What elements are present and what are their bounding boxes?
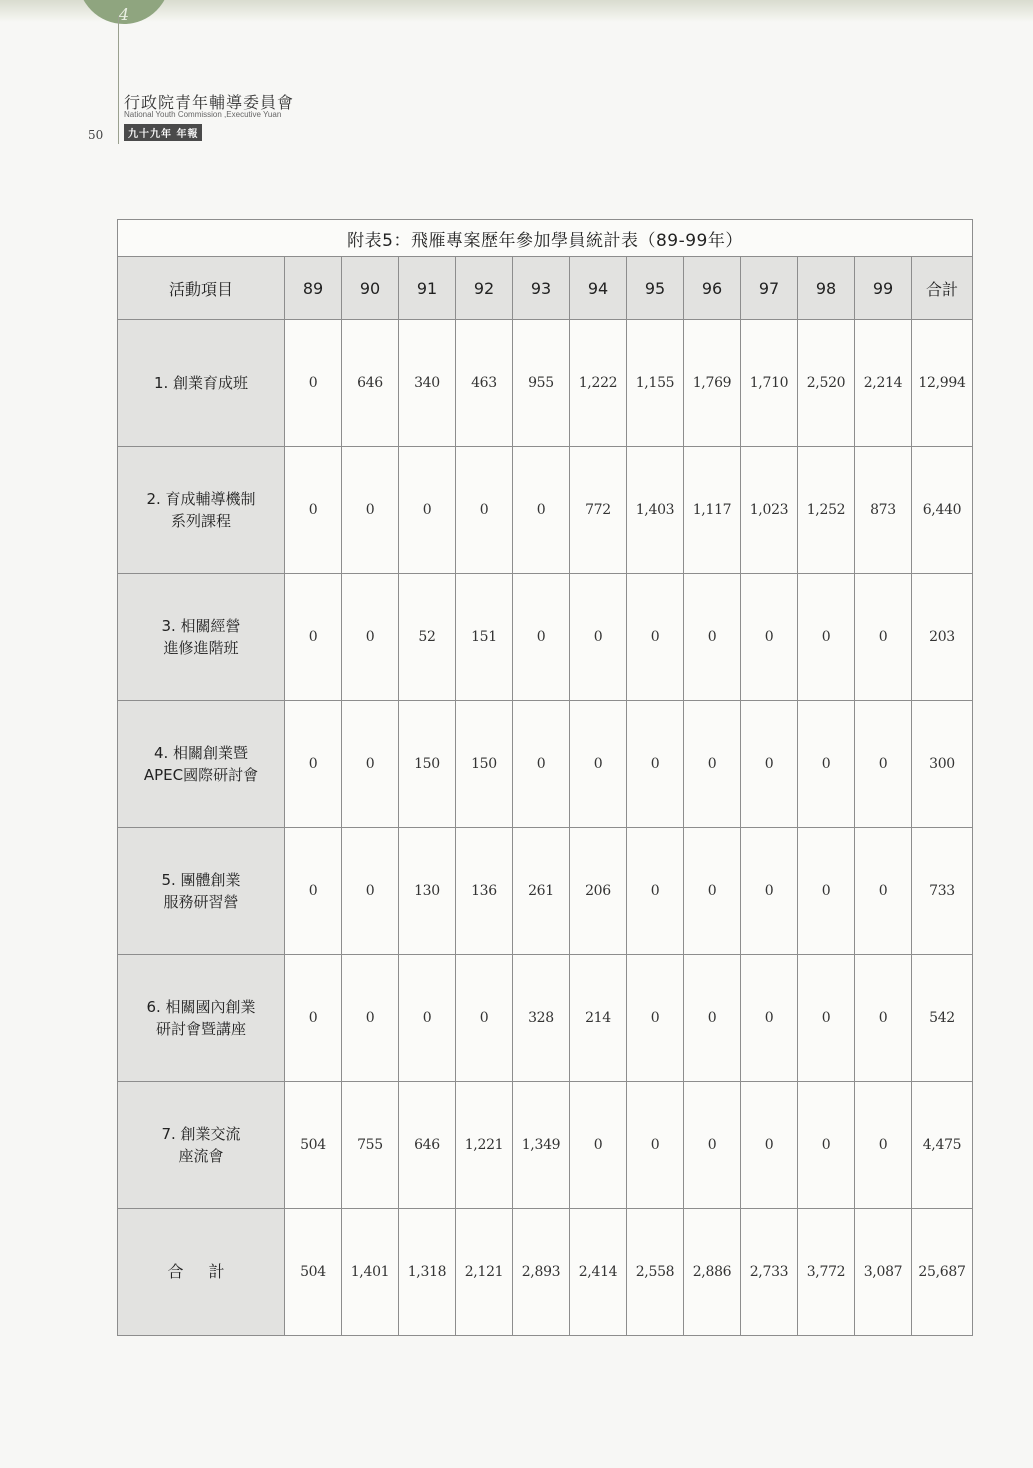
value-cell: 646	[399, 1082, 456, 1209]
header-divider	[118, 16, 119, 144]
row-label	[118, 447, 285, 574]
value-cell: 755	[342, 1082, 399, 1209]
row-label-line2: APEC國際研討會	[143, 766, 259, 784]
row-total-cell: 203	[912, 574, 973, 701]
total-value-cell: 2,733	[741, 1209, 798, 1336]
report-tag: 九十九年 年報	[124, 124, 202, 141]
value-cell: 463	[456, 320, 513, 447]
header-year: 97	[741, 257, 798, 320]
grand-total-cell: 25,687	[912, 1209, 973, 1336]
org-name-en: National Youth Commission ,Executive Yuan	[124, 110, 282, 119]
table-row	[118, 828, 973, 955]
row-label-line1: 2. 育成輔導機制	[146, 490, 256, 508]
value-cell: 0	[798, 1082, 855, 1209]
value-cell: 0	[741, 1082, 798, 1209]
value-cell: 0	[285, 701, 342, 828]
value-cell: 328	[513, 955, 570, 1082]
header-total: 合計	[912, 257, 973, 320]
value-cell: 0	[456, 955, 513, 1082]
statistics-table	[117, 219, 973, 1336]
row-label-line1: 1. 創業育成班	[153, 374, 249, 392]
value-cell: 2,520	[798, 320, 855, 447]
total-value-cell: 2,121	[456, 1209, 513, 1336]
value-cell: 0	[627, 701, 684, 828]
org-name: 行政院青年輔導委員會	[124, 93, 295, 112]
total-value-cell: 1,401	[342, 1209, 399, 1336]
value-cell: 0	[342, 701, 399, 828]
row-label	[118, 701, 285, 828]
row-label-line1: 3. 相關經營	[161, 617, 241, 635]
value-cell: 206	[570, 828, 627, 955]
value-cell: 130	[399, 828, 456, 955]
value-cell: 0	[285, 828, 342, 955]
value-cell: 150	[399, 701, 456, 828]
value-cell: 955	[513, 320, 570, 447]
row-label	[118, 320, 285, 447]
header-activity: 活動項目	[118, 257, 285, 320]
row-label-line2: 系列課程	[170, 512, 231, 530]
header-year: 91	[399, 257, 456, 320]
row-total-cell: 6,440	[912, 447, 973, 574]
value-cell: 0	[798, 574, 855, 701]
row-label	[118, 1082, 285, 1209]
header-year: 99	[855, 257, 912, 320]
page-number: 50	[88, 128, 104, 142]
value-cell: 0	[684, 701, 741, 828]
value-cell: 0	[855, 828, 912, 955]
value-cell: 214	[570, 955, 627, 1082]
value-cell: 0	[342, 447, 399, 574]
value-cell: 0	[798, 828, 855, 955]
value-cell: 1,710	[741, 320, 798, 447]
value-cell: 0	[513, 447, 570, 574]
total-value-cell: 2,414	[570, 1209, 627, 1336]
header-year: 95	[627, 257, 684, 320]
chapter-number: 4	[118, 5, 130, 24]
total-row	[118, 1209, 973, 1336]
value-cell: 0	[855, 574, 912, 701]
header-row	[118, 257, 973, 320]
row-total-cell: 12,994	[912, 320, 973, 447]
value-cell: 0	[855, 701, 912, 828]
row-label-line2: 座流會	[178, 1147, 224, 1165]
value-cell: 0	[342, 828, 399, 955]
value-cell: 772	[570, 447, 627, 574]
value-cell: 0	[285, 320, 342, 447]
header-year: 89	[285, 257, 342, 320]
row-label-line1: 7. 創業交流	[161, 1125, 241, 1143]
value-cell: 0	[399, 955, 456, 1082]
value-cell: 1,252	[798, 447, 855, 574]
value-cell: 0	[855, 955, 912, 1082]
value-cell: 0	[285, 955, 342, 1082]
value-cell: 0	[741, 701, 798, 828]
table-row	[118, 1082, 973, 1209]
row-label	[118, 828, 285, 955]
value-cell: 0	[627, 955, 684, 1082]
value-cell: 0	[342, 574, 399, 701]
value-cell: 0	[684, 574, 741, 701]
header-year: 96	[684, 257, 741, 320]
value-cell: 1,221	[456, 1082, 513, 1209]
header-year: 90	[342, 257, 399, 320]
total-value-cell: 2,886	[684, 1209, 741, 1336]
total-value-cell: 2,893	[513, 1209, 570, 1336]
row-total-cell: 4,475	[912, 1082, 973, 1209]
value-cell: 0	[741, 828, 798, 955]
value-cell: 1,769	[684, 320, 741, 447]
value-cell: 0	[513, 701, 570, 828]
value-cell: 0	[627, 574, 684, 701]
value-cell: 0	[798, 955, 855, 1082]
row-total-cell: 542	[912, 955, 973, 1082]
row-label-line1: 4. 相關創業暨	[153, 744, 249, 762]
value-cell: 1,222	[570, 320, 627, 447]
value-cell: 0	[570, 701, 627, 828]
value-cell: 646	[342, 320, 399, 447]
table-row	[118, 955, 973, 1082]
value-cell: 0	[285, 447, 342, 574]
value-cell: 340	[399, 320, 456, 447]
value-cell: 0	[342, 955, 399, 1082]
value-cell: 0	[570, 574, 627, 701]
value-cell: 873	[855, 447, 912, 574]
header-year: 92	[456, 257, 513, 320]
table-row	[118, 701, 973, 828]
value-cell: 0	[741, 955, 798, 1082]
header-year: 98	[798, 257, 855, 320]
table-row	[118, 574, 973, 701]
row-label	[118, 574, 285, 701]
value-cell: 504	[285, 1082, 342, 1209]
value-cell: 1,403	[627, 447, 684, 574]
total-value-cell: 1,318	[399, 1209, 456, 1336]
value-cell: 0	[570, 1082, 627, 1209]
value-cell: 0	[684, 1082, 741, 1209]
value-cell: 0	[684, 828, 741, 955]
table-row	[118, 447, 973, 574]
row-label-line1: 5. 團體創業	[161, 871, 241, 889]
value-cell: 0	[798, 701, 855, 828]
header-year: 94	[570, 257, 627, 320]
value-cell: 0	[399, 447, 456, 574]
value-cell: 0	[285, 574, 342, 701]
total-value-cell: 504	[285, 1209, 342, 1336]
value-cell: 151	[456, 574, 513, 701]
header-year: 93	[513, 257, 570, 320]
value-cell: 261	[513, 828, 570, 955]
value-cell: 1,117	[684, 447, 741, 574]
value-cell: 0	[627, 828, 684, 955]
value-cell: 1,155	[627, 320, 684, 447]
value-cell: 0	[627, 1082, 684, 1209]
row-label-line2: 服務研習營	[163, 893, 239, 911]
value-cell: 0	[855, 1082, 912, 1209]
row-label	[118, 955, 285, 1082]
value-cell: 52	[399, 574, 456, 701]
value-cell: 2,214	[855, 320, 912, 447]
value-cell: 136	[456, 828, 513, 955]
table-caption: 附表5：飛雁專案歷年參加學員統計表（89-99年）	[118, 220, 973, 257]
row-label-line2: 進修進階班	[163, 639, 239, 657]
total-label: 合 計	[118, 1209, 285, 1336]
value-cell: 0	[684, 955, 741, 1082]
total-value-cell: 3,087	[855, 1209, 912, 1336]
row-total-cell: 300	[912, 701, 973, 828]
total-value-cell: 2,558	[627, 1209, 684, 1336]
value-cell: 0	[513, 574, 570, 701]
value-cell: 150	[456, 701, 513, 828]
table-row	[118, 320, 973, 447]
value-cell: 1,023	[741, 447, 798, 574]
value-cell: 0	[741, 574, 798, 701]
row-label-line1: 6. 相關國內創業	[146, 998, 256, 1016]
row-label-line2: 研討會暨講座	[155, 1020, 246, 1038]
total-value-cell: 3,772	[798, 1209, 855, 1336]
row-total-cell: 733	[912, 828, 973, 955]
value-cell: 0	[456, 447, 513, 574]
value-cell: 1,349	[513, 1082, 570, 1209]
